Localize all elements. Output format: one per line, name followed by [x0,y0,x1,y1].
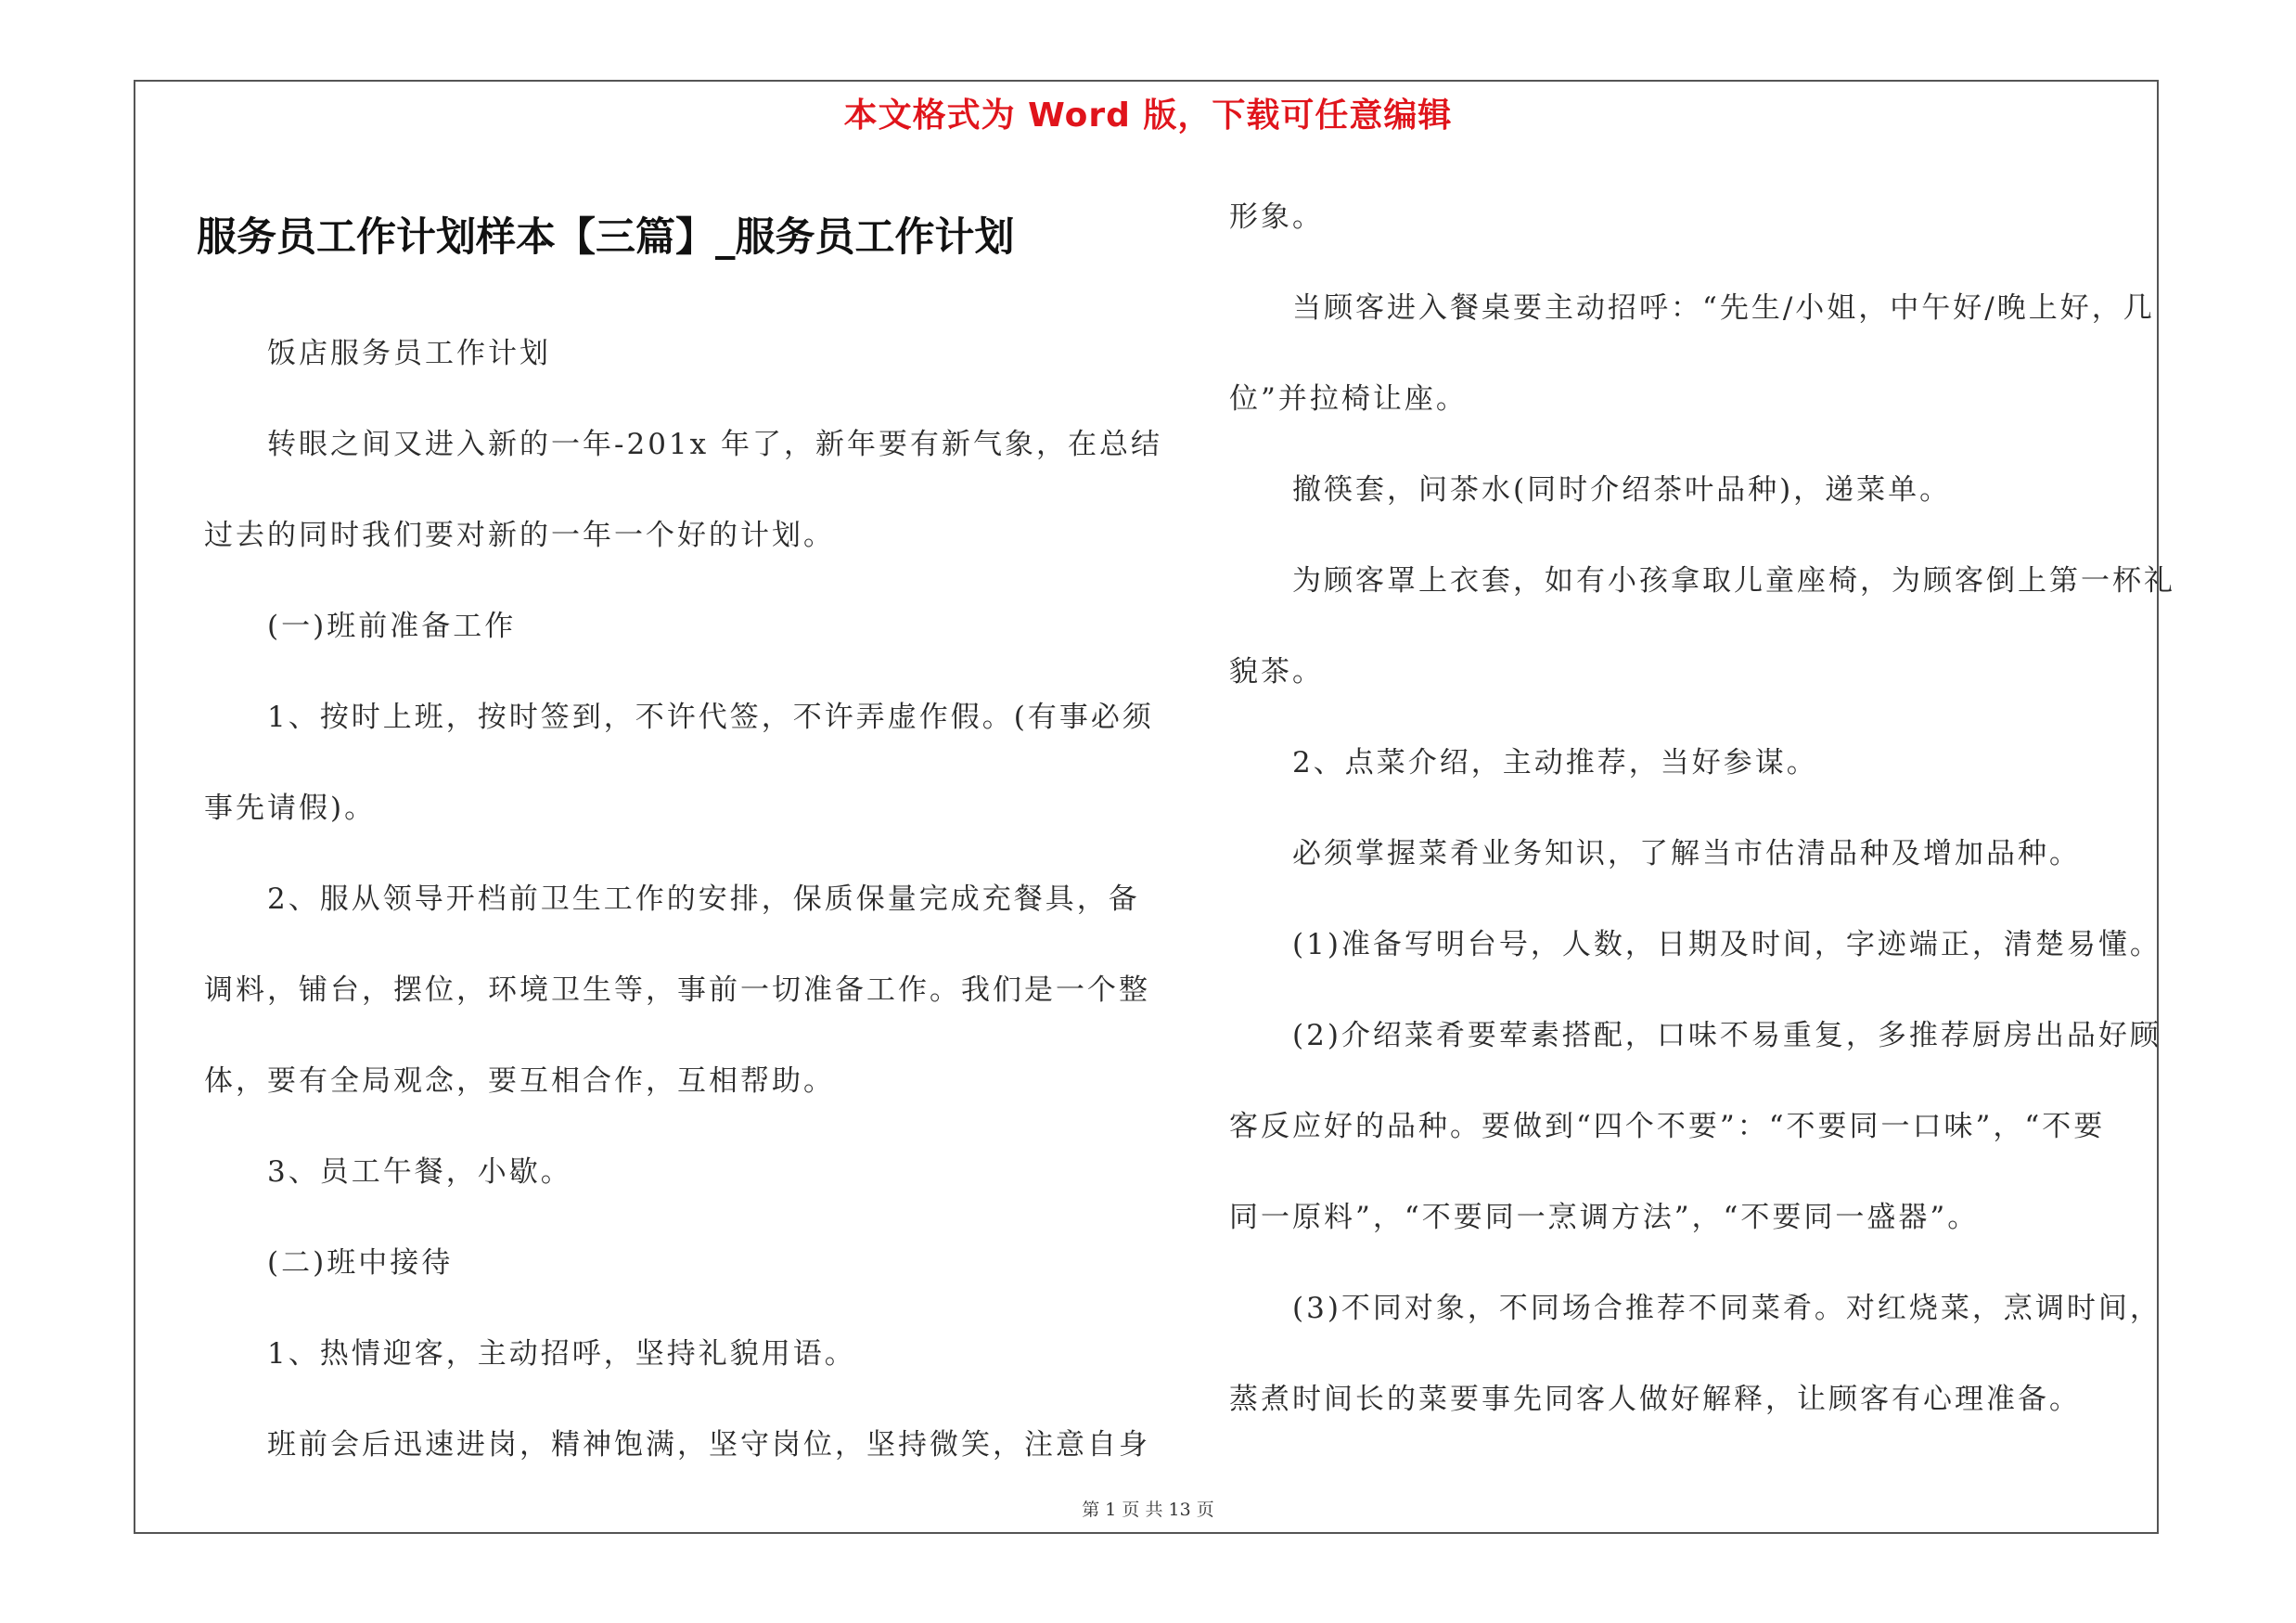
paragraph-line: 必须掌握菜肴业务知识，了解当市估清品种及增加品种。 [1292,837,2081,870]
paragraph-line: 形象。 [1229,200,1324,234]
paragraph-line: 体，要有全局观念，要互相合作，互相帮助。 [204,1064,835,1098]
paragraph-line: 位”并拉椅让座。 [1229,382,1468,416]
paragraph-line: (二)班中接待 [267,1246,454,1280]
paragraph-line: (1)准备写明台号，人数，日期及时间，字迹端正，清楚易懂。 [1292,928,2161,961]
page-number-footer: 第 1 页 共 13 页 [1082,1500,1214,1520]
document-title: 服务员工作计划样本【三篇】_服务员工作计划 [197,214,1015,261]
paragraph-line: 貌茶。 [1229,655,1324,689]
paragraph-line: 3、员工午餐，小歇。 [267,1155,572,1189]
paragraph-line: 事先请假)。 [204,792,377,825]
paragraph-line: 客反应好的品种。要做到“四个不要”：“不要同一口味”，“不要 [1229,1110,2106,1143]
paragraph-line: 蒸煮时间长的菜要事先同客人做好解释，让顾客有心理准备。 [1229,1383,2081,1416]
paragraph-line: 1、按时上班，按时签到，不许代签，不许弄虚作假。(有事必须 [267,701,1154,734]
paragraph-line: 饭店服务员工作计划 [267,337,551,370]
paragraph-line: (2)介绍菜肴要荤素搭配，口味不易重复，多推荐厨房出品好顾 [1292,1019,2161,1052]
word-format-banner: 本文格式为 Word 版，下载可任意编辑 [843,97,1453,135]
paragraph-line: 调料，铺台，摆位，环境卫生等，事前一切准备工作。我们是一个整 [204,973,1150,1007]
paragraph-line: (一)班前准备工作 [267,610,517,643]
paragraph-line: 为顾客罩上衣套，如有小孩拿取儿童座椅，为顾客倒上第一杯礼 [1292,564,2175,598]
paragraph-line: (3)不同对象，不同场合推荐不同菜肴。对红烧菜，烹调时间， [1292,1292,2161,1325]
paragraph-line: 过去的同时我们要对新的一年一个好的计划。 [204,519,835,552]
paragraph-line: 2、点菜介绍，主动推荐，当好参谋。 [1292,746,1818,779]
paragraph-line: 同一原料”，“不要同一烹调方法”，“不要同一盛器”。 [1229,1201,1980,1234]
paragraph-line: 当顾客进入餐桌要主动招呼：“先生/小姐，中午好/晚上好，几 [1292,291,2155,325]
paragraph-line: 2、服从领导开档前卫生工作的安排，保质保量完成充餐具，备 [267,882,1140,916]
paragraph-line: 撤筷套，问茶水(同时介绍茶叶品种)，递菜单。 [1292,473,1952,507]
paragraph-line: 班前会后迅速进岗，精神饱满，坚守岗位，坚持微笑，注意自身 [267,1428,1150,1462]
paragraph-line: 1、热情迎客，主动招呼，坚持礼貌用语。 [267,1337,856,1371]
paragraph-line: 转眼之间又进入新的一年-201x 年了，新年要有新气象，在总结 [267,428,1162,461]
